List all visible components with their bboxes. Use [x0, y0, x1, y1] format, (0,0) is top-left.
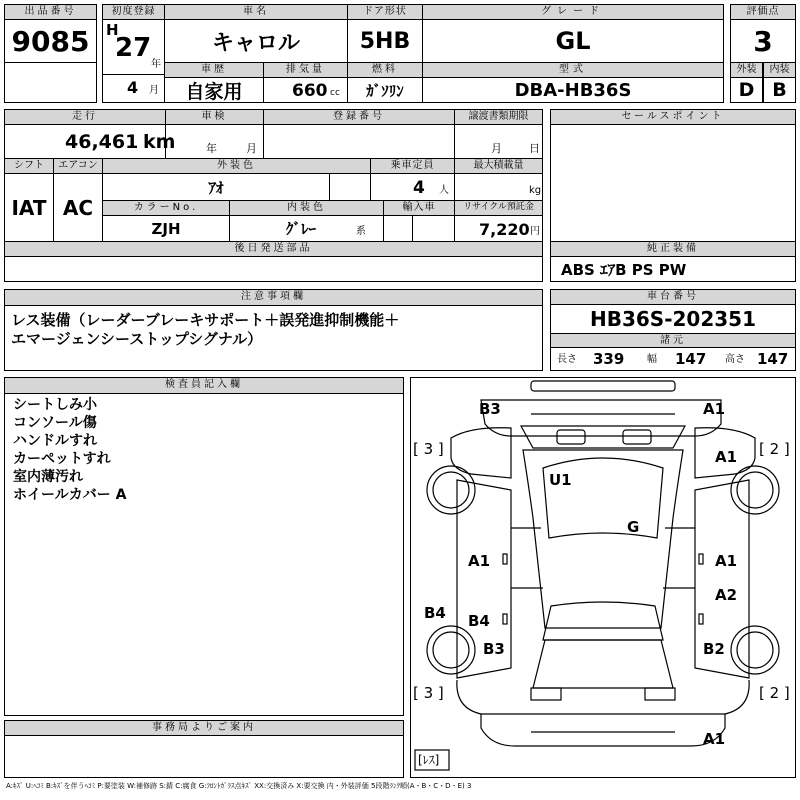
documents-month-unit: 月 [491, 142, 502, 155]
car-outline [411, 378, 795, 777]
shift: IAT [4, 173, 54, 242]
inspection-year-unit: 年 [206, 142, 217, 155]
fuel-header: 燃料 [347, 62, 423, 78]
damage-code: A1 [468, 552, 491, 570]
inspector-note: ハンドルすれ [13, 433, 97, 449]
car-diagram-panel [410, 377, 796, 778]
interior-color-cell [229, 215, 384, 242]
later-parts-header: 後日発送部品 [4, 241, 543, 257]
history-header: 車歴 [164, 62, 264, 78]
damage-code: G [627, 518, 640, 536]
inspection-cell [165, 124, 264, 159]
sales-points-cell [550, 124, 796, 242]
interior-color: ｸﾞﾚｰ [286, 220, 317, 238]
width: 147 [675, 350, 707, 368]
recycle-fee: 7,220 [479, 220, 530, 239]
damage-code: B2 [703, 640, 725, 658]
inspector-note: カーペットすれ [13, 451, 111, 467]
displacement-header: 排気量 [263, 62, 348, 78]
interior-grade: B [763, 77, 796, 103]
damage-code: B4 [468, 612, 490, 630]
notes-header: 注意事項欄 [5, 290, 542, 306]
fuel: ｶﾞｿﾘﾝ [347, 77, 423, 103]
history: 自家用 [164, 77, 264, 103]
chassis-number: HB36S-202351 [550, 304, 796, 334]
lot-no-blank [4, 62, 97, 103]
load-header: 最大積載量 [454, 158, 543, 174]
seats: 4 [413, 178, 425, 198]
inspector-panel [4, 377, 404, 716]
door-type: 5HB [347, 19, 423, 63]
recycle-unit: 円 [530, 226, 540, 237]
import-cell-b [412, 215, 455, 242]
notes-panel [4, 289, 543, 371]
mileage-unit: km [143, 131, 176, 153]
inspector-note: ホイールカバー A [13, 487, 127, 503]
interior-color-unit: 系 [356, 226, 366, 237]
inspector-note: シートしみ小 [13, 397, 97, 413]
ac-header: エアコン [53, 158, 103, 174]
documents-header: 譲渡書類期限 [454, 109, 543, 125]
legend: A:ｷｽﾞ U:ﾍｺﾐ B:ｷｽﾞを伴うﾍｺﾐ P:要塗装 W:補修跡 S:錆 C:腐食 G:ﾌﾛﾝﾄｶﾞﾗｽ点ｷｽﾞ XX:交換済み X:要交換 内・外装評価 5段階ﾗﾝｸ順(A・B・C・D・E) 3 [6, 782, 472, 790]
damage-code: B4 [424, 604, 446, 622]
dims-header: 諸元 [550, 333, 796, 348]
car-name-header: 車名 [164, 4, 348, 20]
documents-day-unit: 日 [529, 142, 540, 155]
height-label: 高さ [725, 354, 745, 365]
import-cell-a [383, 215, 413, 242]
notes-line: レス装備（レーダーブレーキサポート＋誤発進抑制機能＋ [11, 311, 400, 329]
displacement: 660 [292, 81, 328, 101]
bracket-label: [ 2 ] [759, 684, 790, 702]
office-header: 事務局よりご案内 [4, 720, 404, 736]
dims-cell [550, 347, 796, 371]
recycle-cell [454, 215, 543, 242]
color-header: 外装色 [102, 158, 371, 174]
seats-cell [370, 173, 455, 201]
era: H [106, 21, 119, 39]
car-name: キャロル [164, 19, 348, 63]
height: 147 [757, 350, 789, 368]
width-label: 幅 [647, 354, 657, 365]
registration-header: 初度登録 [102, 4, 165, 20]
inspector-note: 室内薄汚れ [13, 469, 83, 485]
damage-code: A2 [715, 586, 738, 604]
damage-code: B3 [483, 640, 505, 658]
equipment-header: 純正装備 [550, 241, 796, 257]
interior-header: 内装 [763, 62, 796, 78]
mileage-header: 走行 [4, 109, 166, 125]
later-parts-cell [4, 256, 543, 282]
inspector-header: 検査員記入欄 [5, 378, 403, 394]
air-conditioning: AC [53, 173, 103, 242]
exterior-grade: D [730, 77, 763, 103]
month-unit: 月 [149, 85, 159, 96]
damage-code: A1 [715, 552, 738, 570]
shift-header: シフト [4, 158, 54, 174]
registration-month-cell [102, 74, 165, 103]
registration-year-cell [102, 19, 165, 75]
score: 3 [730, 19, 796, 63]
damage-code: A1 [715, 448, 738, 466]
damage-code: U1 [549, 471, 572, 489]
inspector-note: コンソール傷 [13, 415, 97, 431]
bracket-label: [ 2 ] [759, 440, 790, 458]
documents-cell [454, 124, 543, 159]
seats-header: 乗車定員 [370, 158, 455, 174]
length-label: 長さ [557, 354, 577, 365]
score-header: 評価点 [730, 4, 796, 20]
interior-color-header: 内装色 [229, 200, 384, 216]
plate-cell [263, 124, 455, 159]
grade: GL [422, 19, 724, 63]
door-header: ドア形状 [347, 4, 423, 20]
length: 339 [593, 350, 625, 368]
recycle-header: リサイクル預託金 [454, 200, 543, 216]
registration-year: 27 [115, 33, 152, 63]
color-no: ZJH [102, 215, 230, 242]
inspection-month-unit: 月 [246, 142, 257, 155]
exterior-header: 外装 [730, 62, 763, 78]
office-cell [4, 735, 404, 778]
damage-code: A1 [703, 400, 726, 418]
chassis-header: 車台番号 [550, 289, 796, 305]
model-code: DBA-HB36S [422, 77, 724, 103]
lot-no-header: 出品番号 [4, 4, 97, 20]
import-header: 輸入車 [383, 200, 455, 216]
load-unit: kg [529, 185, 542, 196]
displacement-unit: cc [330, 88, 340, 98]
mileage: 46,461 [65, 131, 139, 153]
sales-points-header: セールスポイント [550, 109, 796, 125]
bracket-label: [ 3 ] [413, 684, 444, 702]
bracket-label: [ 3 ] [413, 440, 444, 458]
seats-unit: 人 [439, 185, 449, 196]
exterior-color: ｱｵ [102, 173, 330, 201]
load-cell [454, 173, 543, 201]
year-unit: 年 [151, 59, 161, 70]
color-no-header: カラーNo. [102, 200, 230, 216]
inspection-header: 車検 [165, 109, 264, 125]
lot-no: 9085 [4, 19, 97, 63]
notes-line: エマージェンシーストップシグナル） [11, 330, 263, 348]
displacement-cell [263, 77, 348, 103]
damage-code: A1 [703, 730, 726, 748]
equipment: ABS ｴｱB PS PW [550, 256, 796, 282]
less-label: [ﾚｽ] [418, 753, 440, 767]
grade-header: グレード [422, 4, 724, 20]
registration-month: 4 [127, 78, 139, 97]
plate-header: 登録番号 [263, 109, 455, 125]
damage-code: B3 [479, 400, 501, 418]
mileage-cell [4, 124, 176, 159]
model-header: 型式 [422, 62, 724, 78]
color-blank [329, 173, 371, 201]
